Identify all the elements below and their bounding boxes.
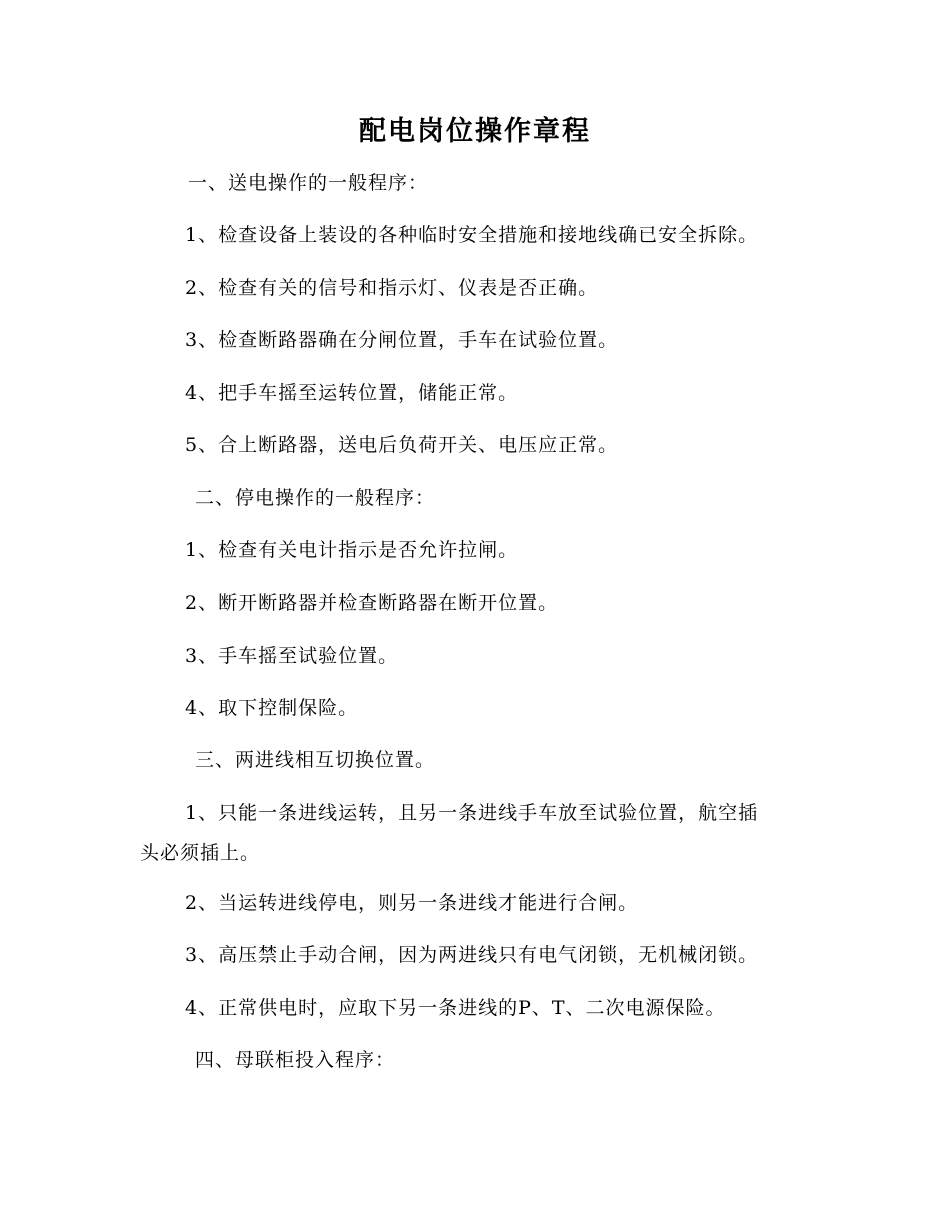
paragraph-line: 2、当运转进线停电，则另一条进线才能进行合闸。 (185, 892, 639, 914)
paragraph-line: 3、检查断路器确在分闸位置，手车在试验位置。 (185, 329, 619, 351)
document-title: 配电岗位操作章程 (359, 116, 591, 147)
paragraph-line: 2、断开断路器并检查断路器在断开位置。 (185, 592, 559, 614)
paragraph-line-continuation: 头必须插上。 (140, 842, 261, 864)
paragraph-line: 4、把手车摇至运转位置，储能正常。 (185, 382, 519, 404)
paragraph-line: 5、合上断路器，送电后负荷开关、电压应正常。 (185, 434, 619, 456)
paragraph-line: 1、检查设备上装设的各种临时安全措施和接地线确已安全拆除。 (185, 224, 759, 246)
paragraph-line: 3、手车摇至试验位置。 (185, 645, 399, 667)
section-heading-2: 二、停电操作的一般程序： (195, 487, 436, 509)
section-heading-3: 三、两进线相互切换位置。 (195, 749, 436, 771)
paragraph-line: 4、正常供电时，应取下另一条进线的P、T、二次电源保险。 (185, 997, 726, 1019)
section-heading-1: 一、送电操作的一般程序： (188, 172, 429, 194)
section-heading-4: 四、母联柜投入程序： (195, 1049, 396, 1071)
paragraph-line: 1、只能一条进线运转，且另一条进线手车放至试验位置，航空插 (185, 802, 759, 824)
paragraph-line: 4、取下控制保险。 (185, 697, 359, 719)
paragraph-line: 1、检查有关电计指示是否允许拉闸。 (185, 539, 519, 561)
paragraph-line: 3、高压禁止手动合闸，因为两进线只有电气闭锁，无机械闭锁。 (185, 944, 759, 966)
paragraph-line: 2、检查有关的信号和指示灯、仪表是否正确。 (185, 277, 599, 299)
